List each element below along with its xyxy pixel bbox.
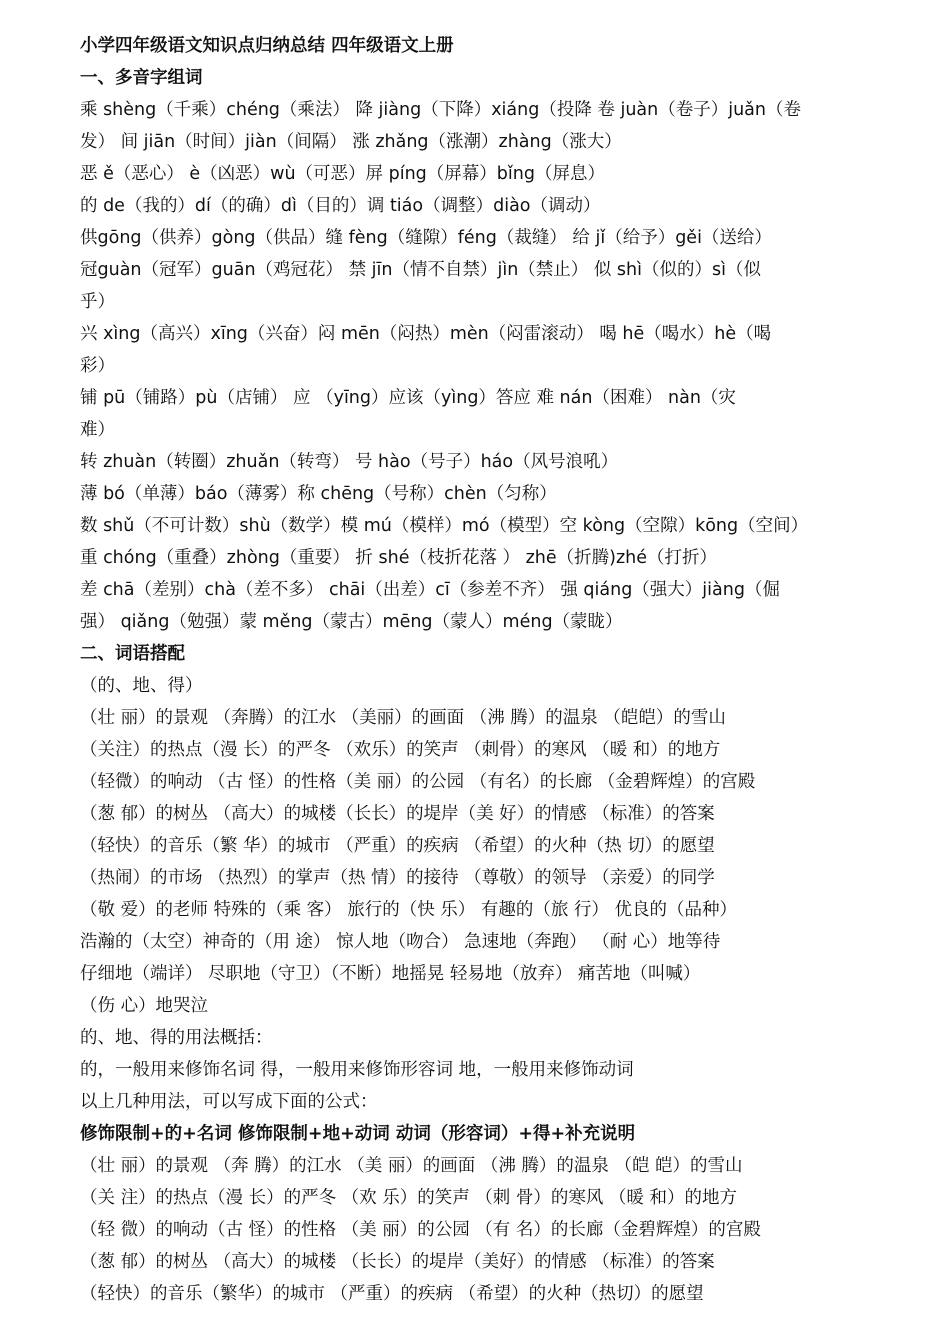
heading-line: 一、多音字组词 — [80, 68, 203, 88]
text-line: 乎） — [80, 292, 115, 312]
text-line: （葱 郁）的树丛 （高大）的城楼 （长长）的堤岸（美好）的情感 （标准）的答案 — [80, 1252, 715, 1272]
text-line: 发） 间 jiān（时间）jiàn（间隔） 涨 zhǎng（涨潮）zhàng（涨大） — [80, 132, 622, 152]
text-line: （轻微）的响动 （古 怪）的性格（美 丽）的公园 （有名）的长廊 （金碧辉煌）的宫殿 — [80, 772, 756, 792]
text-line: （轻 微）的响动（古 怪）的性格 （美 丽）的公园 （有 名）的长廊（金碧辉煌）的宫殿 — [80, 1220, 761, 1240]
text-line: 仔细地（端详） 尽职地（守卫）（不断）地摇晃 轻易地（放弃） 痛苦地（叫喊） — [80, 964, 701, 984]
text-line: 彩） — [80, 356, 115, 376]
text-line: （热闹）的市场 （热烈）的掌声（热 情）的接待 （尊敬）的领导 （亲爱）的同学 — [80, 868, 715, 888]
text-line: （轻快）的音乐（繁华）的城市 （严重）的疾病 （希望）的火种（热切）的愿望 — [80, 1284, 704, 1304]
text-line: 铺 pū（铺路）pù（店铺） 应 （yīng）应该（yìng）答应 难 nán（困难） nàn（灾 — [80, 388, 736, 408]
text-line: 难） — [80, 420, 115, 440]
text-line: （壮 丽）的景观 （奔 腾）的江水 （美 丽）的画面 （沸 腾）的温泉 （皑 皑）的雪山 — [80, 1156, 743, 1176]
text-line: （伤 心）地哭泣 — [80, 996, 209, 1016]
heading-line: 二、词语搭配 — [80, 644, 185, 664]
text-line: 以上几种用法，可以写成下面的公式： — [80, 1092, 378, 1112]
heading-line: 修饰限制+的+名词 修饰限制+地+动词 动词（形容词）+得+补充说明 — [80, 1124, 636, 1144]
text-line: （关 注）的热点（漫 长）的严冬 （欢 乐）的笑声 （刺 骨）的寒风 （暖 和）的地方 — [80, 1188, 737, 1208]
text-line: （轻快）的音乐（繁 华）的城市 （严重）的疾病 （希望）的火种（热 切）的愿望 — [80, 836, 715, 856]
text-line: 恶 ě（恶心） è（凶恶）wù（可恶）屏 píng（屏幕）bǐng（屏息） — [80, 164, 605, 184]
text-line: （壮 丽）的景观 （奔腾）的江水 （美丽）的画面 （沸 腾）的温泉 （皑皑）的雪山 — [80, 708, 726, 728]
text-line: 薄 bó（单薄）báo（薄雾）称 chēng（号称）chèn（匀称） — [80, 484, 557, 504]
text-line: 乘 shèng（千乘）chéng（乘法） 降 jiàng（下降）xiáng（投降 卷 juàn（卷子）juǎn（卷 — [80, 100, 801, 120]
text-line: 差 chā（差别）chà（差不多） chāi（出差）cī（参差不齐） 强 qiáng（强大）jiàng（倔 — [80, 580, 780, 600]
text-line: 兴 xìng（高兴）xīng（兴奋）闷 mēn（闷热）mèn（闷雷滚动） 喝 hē（喝水）hè（喝 — [80, 324, 772, 344]
text-line: （关注）的热点（漫 长）的严冬 （欢乐）的笑声 （刺骨）的寒风 （暖 和）的地方 — [80, 740, 721, 760]
text-line: 浩瀚的（太空）神奇的（用 途） 惊人地（吻合） 急速地（奔跑） （耐 心）地等待 — [80, 932, 721, 952]
text-line: （葱 郁）的树丛 （高大）的城楼（长长）的堤岸（美 好）的情感 （标准）的答案 — [80, 804, 715, 824]
text-line: 数 shǔ（不可计数）shù（数学）模 mú（模样）mó（模型）空 kòng（空隙）kōng（空间） — [80, 516, 809, 536]
text-line: 供gōng（供养）gòng（供品）缝 fèng（缝隙）féng（裁缝） 给 jǐ（给予）gěi（送给） — [80, 228, 772, 248]
heading-line: 小学四年级语文知识点归纳总结 四年级语文上册 — [80, 36, 454, 56]
text-line: 转 zhuàn（转圈）zhuǎn（转弯） 号 hào（号子）háo（风号浪吼） — [80, 452, 619, 472]
document-body — [80, 30, 872, 1310]
text-line: （的、地、得） — [80, 676, 203, 696]
text-line: 强） qiǎng（勉强）蒙 měng（蒙古）mēng（蒙人）méng（蒙眬） — [80, 612, 623, 632]
text-line: 的 de（我的）dí（的确）dì（目的）调 tiáo（调整）diào（调动） — [80, 196, 601, 216]
text-line: 的、地、得的用法概括： — [80, 1028, 273, 1048]
text-line: 重 chóng（重叠）zhòng（重要） 折 shé（枝折花落 ） zhē（折腾)zhé（打折） — [80, 548, 718, 568]
text-line: 冠guàn（冠军）guān（鸡冠花） 禁 jīn（情不自禁）jìn（禁止） 似 shì（似的）sì（似 — [80, 260, 761, 280]
text-line: （敬 爱）的老师 特殊的（乘 客） 旅行的（快 乐） 有趣的（旅 行） 优良的（品种） — [80, 900, 737, 920]
text-line: 的，一般用来修饰名词 得，一般用来修饰形容词 地，一般用来修饰动词 — [80, 1060, 634, 1080]
